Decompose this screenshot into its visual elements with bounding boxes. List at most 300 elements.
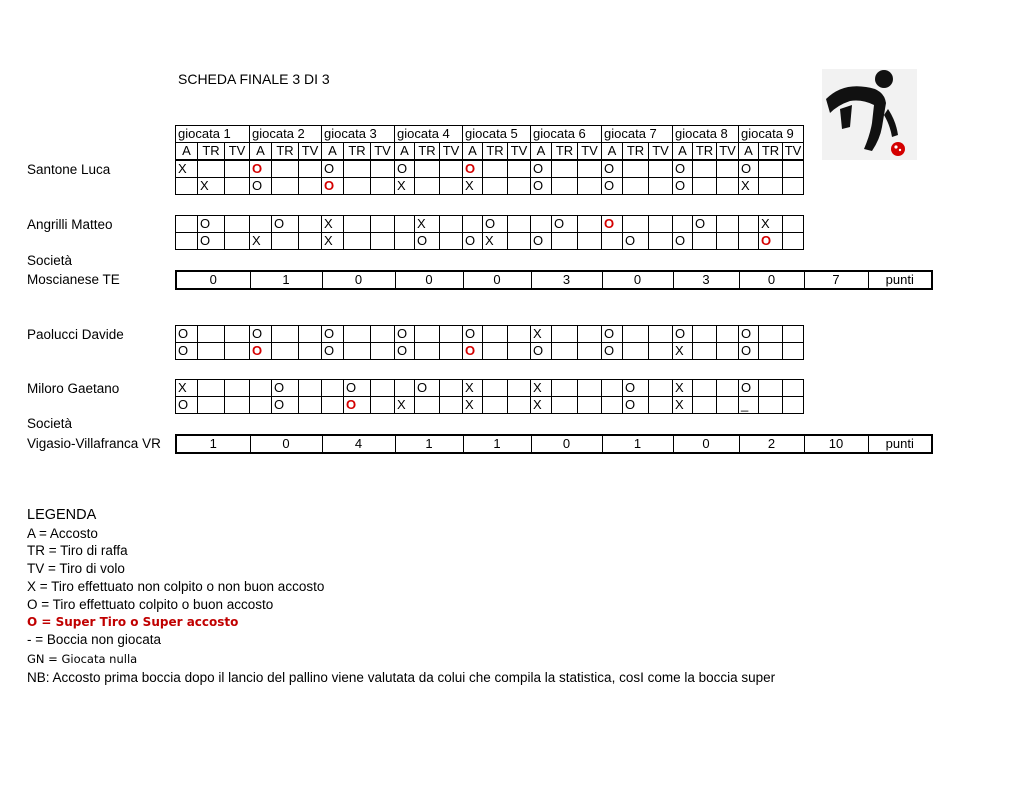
shot-cell — [198, 397, 225, 414]
shot-cell — [623, 343, 649, 360]
giocata-header: giocata 4 — [395, 126, 463, 143]
shot-cell: O — [602, 178, 623, 195]
shot-cell — [322, 380, 344, 397]
shot-cell — [483, 343, 508, 360]
shot-cell — [225, 161, 250, 178]
shot-cell — [395, 216, 415, 233]
shot-cell: O — [623, 380, 649, 397]
giocata-header: giocata 5 — [463, 126, 531, 143]
shot-type-header: TR — [198, 143, 225, 160]
shot-cell: O — [322, 161, 344, 178]
team-score-row — [175, 434, 933, 454]
shot-cell — [299, 178, 322, 195]
shot-cell: O — [623, 397, 649, 414]
giocata-header: giocata 1 — [176, 126, 250, 143]
shot-cell — [693, 380, 717, 397]
player-grid — [175, 379, 804, 414]
shot-cell — [225, 326, 250, 343]
shot-cell: O — [250, 178, 272, 195]
shot-cell — [463, 216, 483, 233]
shot-cell — [225, 343, 250, 360]
shot-cell — [344, 178, 371, 195]
legend-item: A = Accosto — [27, 526, 98, 541]
shot-cell — [649, 326, 673, 343]
shot-cell: O — [415, 380, 440, 397]
shot-cell — [552, 178, 578, 195]
shot-cell: X — [395, 397, 415, 414]
shot-cell — [693, 397, 717, 414]
giocata-header: giocata 9 — [739, 126, 804, 143]
team-label: Società — [27, 253, 73, 268]
shot-cell — [508, 343, 531, 360]
team-name: Vigasio-Villafranca VR — [27, 436, 161, 451]
shot-cell — [693, 161, 717, 178]
team-label: Società — [27, 416, 73, 431]
score-cell: 1 — [463, 435, 531, 453]
score-cell: 0 — [673, 435, 739, 453]
shot-cell: O — [552, 216, 578, 233]
shot-cell: X — [463, 178, 483, 195]
score-cell: 0 — [322, 271, 395, 289]
shot-cell — [717, 161, 739, 178]
shot-cell — [225, 216, 250, 233]
legend-heading: LEGENDA — [27, 507, 97, 523]
shot-cell — [717, 397, 739, 414]
shot-type-header: A — [395, 143, 415, 160]
shot-cell: X — [198, 178, 225, 195]
shot-type-header: TV — [371, 143, 395, 160]
super-shot-cell: O — [602, 216, 623, 233]
shot-cell — [176, 233, 198, 250]
legend-item: TV = Tiro di volo — [27, 561, 125, 576]
shot-cell — [578, 178, 602, 195]
shot-cell: O — [395, 343, 415, 360]
shot-cell — [225, 380, 250, 397]
shot-cell — [272, 161, 299, 178]
shot-cell — [739, 216, 759, 233]
shot-cell — [693, 178, 717, 195]
shot-cell — [272, 178, 299, 195]
page-title: SCHEDA FINALE 3 DI 3 — [178, 71, 330, 87]
shot-cell: X — [463, 380, 483, 397]
shot-cell: O — [395, 326, 415, 343]
shot-cell — [415, 161, 440, 178]
legend-item: GN = Giocata nulla — [27, 652, 138, 666]
shot-cell: O — [739, 380, 759, 397]
shot-cell — [371, 233, 395, 250]
shot-cell — [508, 326, 531, 343]
shot-cell — [578, 380, 602, 397]
shot-type-header: TR — [759, 143, 783, 160]
score-cell: 4 — [322, 435, 395, 453]
shot-cell: O — [250, 326, 272, 343]
shot-cell: O — [673, 178, 693, 195]
shot-cell: O — [602, 343, 623, 360]
punti-label: punti — [868, 271, 932, 289]
shot-cell — [371, 178, 395, 195]
shot-cell — [225, 233, 250, 250]
score-cell: 0 — [250, 435, 322, 453]
shot-cell: O — [463, 233, 483, 250]
shot-type-header: A — [602, 143, 623, 160]
shot-cell: O — [623, 233, 649, 250]
super-shot-cell: O — [759, 233, 783, 250]
player-grid — [175, 160, 804, 195]
shot-cell: _ — [739, 397, 759, 414]
shot-row — [176, 178, 804, 195]
shot-cell — [440, 216, 463, 233]
shot-cell — [415, 343, 440, 360]
shot-cell: O — [531, 178, 552, 195]
shot-cell — [759, 178, 783, 195]
shot-cell — [717, 380, 739, 397]
shot-cell — [440, 161, 463, 178]
shot-type-header: TR — [693, 143, 717, 160]
shot-cell: X — [673, 380, 693, 397]
shot-cell: X — [673, 397, 693, 414]
punti-label: punti — [868, 435, 932, 453]
shot-cell — [649, 397, 673, 414]
shot-cell: X — [759, 216, 783, 233]
shot-cell — [299, 343, 322, 360]
shot-cell — [299, 216, 322, 233]
shot-cell — [578, 326, 602, 343]
shot-cell: O — [673, 233, 693, 250]
shot-type-header: A — [250, 143, 272, 160]
shot-row — [176, 380, 804, 397]
score-cell: 1 — [176, 435, 250, 453]
shot-cell — [371, 343, 395, 360]
shot-cell — [552, 397, 578, 414]
shot-cell — [225, 178, 250, 195]
giocata-header: giocata 3 — [322, 126, 395, 143]
shot-cell — [344, 216, 371, 233]
shot-cell — [783, 178, 804, 195]
shot-cell — [371, 216, 395, 233]
shot-cell — [508, 380, 531, 397]
shot-type-header: A — [176, 143, 198, 160]
shot-type-header: TR — [272, 143, 299, 160]
shot-cell — [552, 326, 578, 343]
shot-cell — [299, 161, 322, 178]
shot-cell: O — [483, 216, 508, 233]
legend-item: X = Tiro effettuato non colpito o non buon accosto — [27, 579, 325, 594]
giocata-header: giocata 8 — [673, 126, 739, 143]
shot-cell — [578, 343, 602, 360]
shot-cell: X — [531, 326, 552, 343]
shot-cell — [344, 326, 371, 343]
shot-cell: X — [250, 233, 272, 250]
shot-cell — [250, 380, 272, 397]
shot-cell — [739, 233, 759, 250]
shot-cell — [198, 343, 225, 360]
shot-cell — [578, 233, 602, 250]
shot-cell: O — [176, 326, 198, 343]
shot-cell: O — [395, 161, 415, 178]
shot-cell: X — [739, 178, 759, 195]
shot-type-header: TR — [415, 143, 440, 160]
bocce-player-logo-icon — [822, 69, 917, 160]
super-shot-cell: O — [463, 343, 483, 360]
shot-type-header: TV — [508, 143, 531, 160]
shot-cell: X — [395, 178, 415, 195]
team-score-row — [175, 270, 933, 290]
shot-row — [176, 216, 804, 233]
giocata-header: giocata 2 — [250, 126, 322, 143]
shot-cell — [272, 343, 299, 360]
shot-cell — [198, 326, 225, 343]
shot-cell — [693, 233, 717, 250]
shot-cell — [322, 397, 344, 414]
shot-type-header: A — [463, 143, 483, 160]
shot-cell — [602, 397, 623, 414]
shot-cell — [552, 343, 578, 360]
score-cell: 0 — [602, 271, 673, 289]
score-cell: 1 — [395, 435, 463, 453]
shot-cell — [759, 380, 783, 397]
shot-cell — [717, 233, 739, 250]
shot-cell — [176, 216, 198, 233]
shot-cell: O — [673, 326, 693, 343]
shot-cell — [552, 233, 578, 250]
shot-cell — [508, 216, 531, 233]
score-cell: 3 — [531, 271, 602, 289]
shot-cell — [552, 380, 578, 397]
shot-cell — [508, 233, 531, 250]
total-cell: 7 — [804, 271, 868, 289]
super-shot-cell: O — [250, 161, 272, 178]
shot-cell — [344, 161, 371, 178]
shot-cell — [649, 216, 673, 233]
shot-cell — [783, 216, 804, 233]
shot-cell: O — [463, 326, 483, 343]
shot-type-header: TV — [783, 143, 804, 160]
shot-cell: O — [176, 397, 198, 414]
shot-cell — [508, 161, 531, 178]
shot-cell — [783, 161, 804, 178]
shot-cell — [649, 233, 673, 250]
shot-cell — [623, 161, 649, 178]
shot-cell — [395, 233, 415, 250]
shot-cell — [299, 233, 322, 250]
shot-row — [176, 326, 804, 343]
shot-cell: O — [739, 326, 759, 343]
legend-item: TR = Tiro di raffa — [27, 543, 128, 558]
shot-cell — [250, 216, 272, 233]
legend-note: NB: Accosto prima boccia dopo il lancio del pallino viene valutata da colui che compila la statistica, cosI come la boccia super — [27, 670, 776, 685]
score-cell: 3 — [673, 271, 739, 289]
shot-cell: X — [483, 233, 508, 250]
shot-cell — [623, 178, 649, 195]
shot-cell: O — [673, 161, 693, 178]
shot-type-header: A — [673, 143, 693, 160]
score-cell: 1 — [250, 271, 322, 289]
shot-cell — [623, 326, 649, 343]
total-cell: 10 — [804, 435, 868, 453]
shot-cell — [578, 216, 602, 233]
shot-type-header: TR — [552, 143, 578, 160]
shot-cell — [440, 326, 463, 343]
shot-type-header: TR — [623, 143, 649, 160]
shot-cell: X — [176, 380, 198, 397]
shot-cell — [759, 161, 783, 178]
shot-cell — [759, 343, 783, 360]
shot-cell — [717, 178, 739, 195]
shot-cell — [344, 233, 371, 250]
shot-type-header: TR — [344, 143, 371, 160]
shot-cell — [272, 326, 299, 343]
shot-cell — [250, 397, 272, 414]
player-name: Paolucci Davide — [27, 327, 124, 342]
shot-cell — [371, 161, 395, 178]
shot-cell — [371, 397, 395, 414]
shot-cell: X — [531, 397, 552, 414]
team-name: Moscianese TE — [27, 272, 120, 287]
shot-cell — [415, 397, 440, 414]
shot-row — [176, 397, 804, 414]
shot-cell — [440, 233, 463, 250]
legend-item: - = Boccia non giocata — [27, 632, 161, 647]
shot-cell — [272, 233, 299, 250]
shot-cell: O — [198, 216, 225, 233]
shot-cell — [693, 326, 717, 343]
shot-cell — [225, 397, 250, 414]
shot-cell: O — [176, 343, 198, 360]
shot-cell — [198, 380, 225, 397]
shot-cell — [299, 397, 322, 414]
shot-row — [176, 233, 804, 250]
shot-type-header: TV — [649, 143, 673, 160]
shot-cell — [299, 380, 322, 397]
shot-cell — [198, 161, 225, 178]
shot-cell — [783, 343, 804, 360]
shot-cell: O — [693, 216, 717, 233]
super-shot-cell: O — [463, 161, 483, 178]
shot-cell — [602, 380, 623, 397]
score-cell: 0 — [395, 271, 463, 289]
shot-row — [176, 161, 804, 178]
shot-type-header: TV — [440, 143, 463, 160]
shot-cell: X — [176, 161, 198, 178]
shot-cell: X — [322, 216, 344, 233]
score-cell: 0 — [531, 435, 602, 453]
shot-cell: O — [739, 343, 759, 360]
shot-type-header: TV — [225, 143, 250, 160]
shot-cell: O — [531, 343, 552, 360]
shot-cell — [440, 178, 463, 195]
shot-cell — [759, 397, 783, 414]
shot-cell: O — [272, 216, 299, 233]
shot-cell — [649, 380, 673, 397]
shot-cell — [344, 343, 371, 360]
shot-cell — [508, 178, 531, 195]
shot-cell: X — [463, 397, 483, 414]
shot-cell — [649, 161, 673, 178]
shot-cell — [783, 380, 804, 397]
shot-cell — [531, 216, 552, 233]
shot-cell: O — [322, 326, 344, 343]
shot-cell — [415, 326, 440, 343]
score-cell: 0 — [176, 271, 250, 289]
shot-cell — [717, 216, 739, 233]
shot-type-header: TV — [578, 143, 602, 160]
shot-cell — [783, 326, 804, 343]
shot-cell — [623, 216, 649, 233]
shot-cell — [483, 397, 508, 414]
shot-cell: O — [272, 380, 299, 397]
shot-cell — [440, 343, 463, 360]
shot-cell: O — [602, 326, 623, 343]
shot-cell — [440, 397, 463, 414]
shot-cell — [371, 326, 395, 343]
shot-cell — [395, 380, 415, 397]
super-shot-cell: O — [322, 178, 344, 195]
shot-cell — [415, 178, 440, 195]
shot-cell — [299, 326, 322, 343]
shot-cell: X — [531, 380, 552, 397]
shot-cell — [176, 178, 198, 195]
shot-cell — [693, 343, 717, 360]
shot-cell — [649, 343, 673, 360]
super-shot-cell: O — [250, 343, 272, 360]
giocata-header: giocata 7 — [602, 126, 673, 143]
shot-cell — [717, 326, 739, 343]
shot-cell: O — [272, 397, 299, 414]
shot-cell: X — [673, 343, 693, 360]
shot-row — [176, 343, 804, 360]
shot-cell: O — [602, 161, 623, 178]
score-cell: 0 — [739, 271, 804, 289]
score-cell: 1 — [602, 435, 673, 453]
shot-cell — [578, 397, 602, 414]
shot-cell — [371, 380, 395, 397]
shot-cell — [483, 380, 508, 397]
shot-cell — [552, 161, 578, 178]
shot-cell: X — [415, 216, 440, 233]
shot-cell — [673, 216, 693, 233]
shot-cell: O — [739, 161, 759, 178]
shot-cell — [783, 397, 804, 414]
player-grid — [175, 215, 804, 250]
player-name: Miloro Gaetano — [27, 381, 120, 396]
shot-cell — [440, 380, 463, 397]
shot-cell — [783, 233, 804, 250]
shot-cell — [483, 326, 508, 343]
shot-cell — [508, 397, 531, 414]
shot-cell — [759, 326, 783, 343]
shot-cell: O — [531, 161, 552, 178]
shot-cell — [649, 178, 673, 195]
player-name: Santone Luca — [27, 162, 111, 177]
shot-cell: O — [344, 380, 371, 397]
shot-cell: O — [198, 233, 225, 250]
shot-type-header: A — [531, 143, 552, 160]
shot-cell — [578, 161, 602, 178]
header-grid — [175, 125, 804, 160]
shot-cell: O — [322, 343, 344, 360]
shot-type-header: A — [322, 143, 344, 160]
shot-type-header: TV — [299, 143, 322, 160]
legend-item: O = Tiro effettuato colpito o buon accosto — [27, 597, 274, 612]
player-grid — [175, 325, 804, 360]
shot-cell: O — [415, 233, 440, 250]
score-cell: 0 — [463, 271, 531, 289]
score-cell: 2 — [739, 435, 804, 453]
shot-cell — [602, 233, 623, 250]
shot-cell — [483, 161, 508, 178]
shot-cell — [717, 343, 739, 360]
giocata-header: giocata 6 — [531, 126, 602, 143]
